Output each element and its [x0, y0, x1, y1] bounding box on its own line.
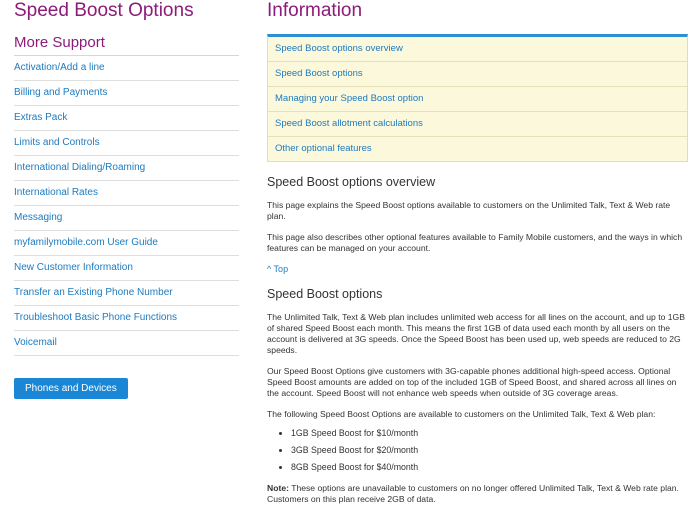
note-label: Note: — [267, 483, 289, 493]
overview-paragraph-2: This page also describes other optional features available to Family Mobile customers, and the ways in which features can be managed on your account. — [267, 232, 683, 253]
sidebar-item-troubleshoot[interactable] — [14, 306, 239, 331]
more-support-heading: More Support — [14, 34, 239, 56]
speed-boost-options-list — [267, 428, 688, 473]
options-paragraph-1: The Unlimited Talk, Text & Web plan includes unlimited web access for all lines on the account, and up to 1GB of shared Speed Boost each month. This means the first 1GB of data used each month by all users on the account is delivered at 3G speeds. Once the Speed Boost has been used up, web speeds are reduced to 2G speeds. — [267, 312, 685, 355]
sidebar-item-label[interactable]: Messaging — [14, 212, 63, 223]
information-title: Information — [267, 0, 363, 21]
sidebar-item-label[interactable]: myfamilymobile.com User Guide — [14, 237, 158, 248]
sidebar-item-label[interactable]: New Customer Information — [14, 262, 133, 273]
sidebar-item-voicemail[interactable] — [14, 331, 239, 356]
toc-link-other-features[interactable]: Other optional features — [275, 143, 372, 154]
note-paragraph — [267, 483, 688, 505]
sidebar-item-transfer-number[interactable] — [14, 281, 239, 306]
sidebar-item-extras-pack[interactable] — [14, 106, 239, 131]
sidebar-item-label[interactable]: Activation/Add a line — [14, 62, 105, 73]
sidebar-item-new-customer[interactable] — [14, 256, 239, 281]
sidebar-item-international-dialing[interactable] — [14, 156, 239, 181]
toc-link-overview[interactable]: Speed Boost options overview — [268, 37, 687, 62]
back-to-top-link[interactable]: ^ Top — [267, 264, 289, 274]
note-text: These options are unavailable to customers on no longer offered Unlimited Talk, Text & Web rate plan. Customers on this plan receive 2GB of data. — [267, 483, 679, 504]
sidebar-item-label[interactable]: Troubleshoot Basic Phone Functions — [14, 312, 178, 323]
sidebar-item-label[interactable]: Extras Pack — [14, 112, 68, 123]
sidebar-item-label[interactable]: Voicemail — [14, 337, 57, 348]
sidebar-item-label[interactable]: Billing and Payments — [14, 87, 108, 98]
options-paragraph-3: The following Speed Boost Options are available to customers on the Unlimited Talk, Text & Web plan: — [267, 409, 656, 419]
options-heading: Speed Boost options — [267, 287, 383, 301]
page-title: Speed Boost Options — [14, 0, 194, 21]
options-paragraph-2: Our Speed Boost Options give customers with 3G-capable phones additional high-speed access. Optional Speed Boost amounts are added on top of the included 1GB of Speed Boost, and shared across all lines on the account. Speed Boost will not enhance web speeds when outside of 3G coverage areas. — [267, 366, 677, 398]
main-content — [267, 0, 688, 505]
support-nav — [14, 56, 239, 356]
toc-link-allotment[interactable]: Speed Boost allotment calculations — [268, 112, 687, 137]
toc-link-managing[interactable]: Managing your Speed Boost option — [268, 87, 687, 112]
list-item: • 8GB Speed Boost for $40/month — [291, 462, 688, 473]
sidebar-item-label[interactable]: Transfer an Existing Phone Number — [14, 287, 173, 298]
sidebar — [14, 0, 239, 399]
sidebar-item-activation[interactable] — [14, 56, 239, 81]
sidebar-item-billing[interactable] — [14, 81, 239, 106]
overview-paragraph-1: This page explains the Speed Boost options available to customers on the Unlimited Talk, Text & Web rate plan. — [267, 200, 671, 221]
sidebar-item-limits[interactable] — [14, 131, 239, 156]
overview-heading: Speed Boost options overview — [267, 175, 436, 189]
list-item: • 3GB Speed Boost for $20/month — [291, 445, 688, 456]
sidebar-item-label[interactable]: International Rates — [14, 187, 98, 198]
table-of-contents — [267, 34, 688, 162]
sidebar-item-label[interactable]: International Dialing/Roaming — [14, 162, 146, 173]
phones-and-devices-button[interactable]: Phones and Devices — [14, 378, 128, 399]
toc-link-speed-boost-options[interactable]: Speed Boost options — [268, 62, 687, 87]
sidebar-item-label[interactable]: Limits and Controls — [14, 137, 100, 148]
sidebar-item-user-guide[interactable] — [14, 231, 239, 256]
sidebar-item-messaging[interactable] — [14, 206, 239, 231]
sidebar-item-international-rates[interactable] — [14, 181, 239, 206]
list-item: • 1GB Speed Boost for $10/month — [291, 428, 688, 439]
